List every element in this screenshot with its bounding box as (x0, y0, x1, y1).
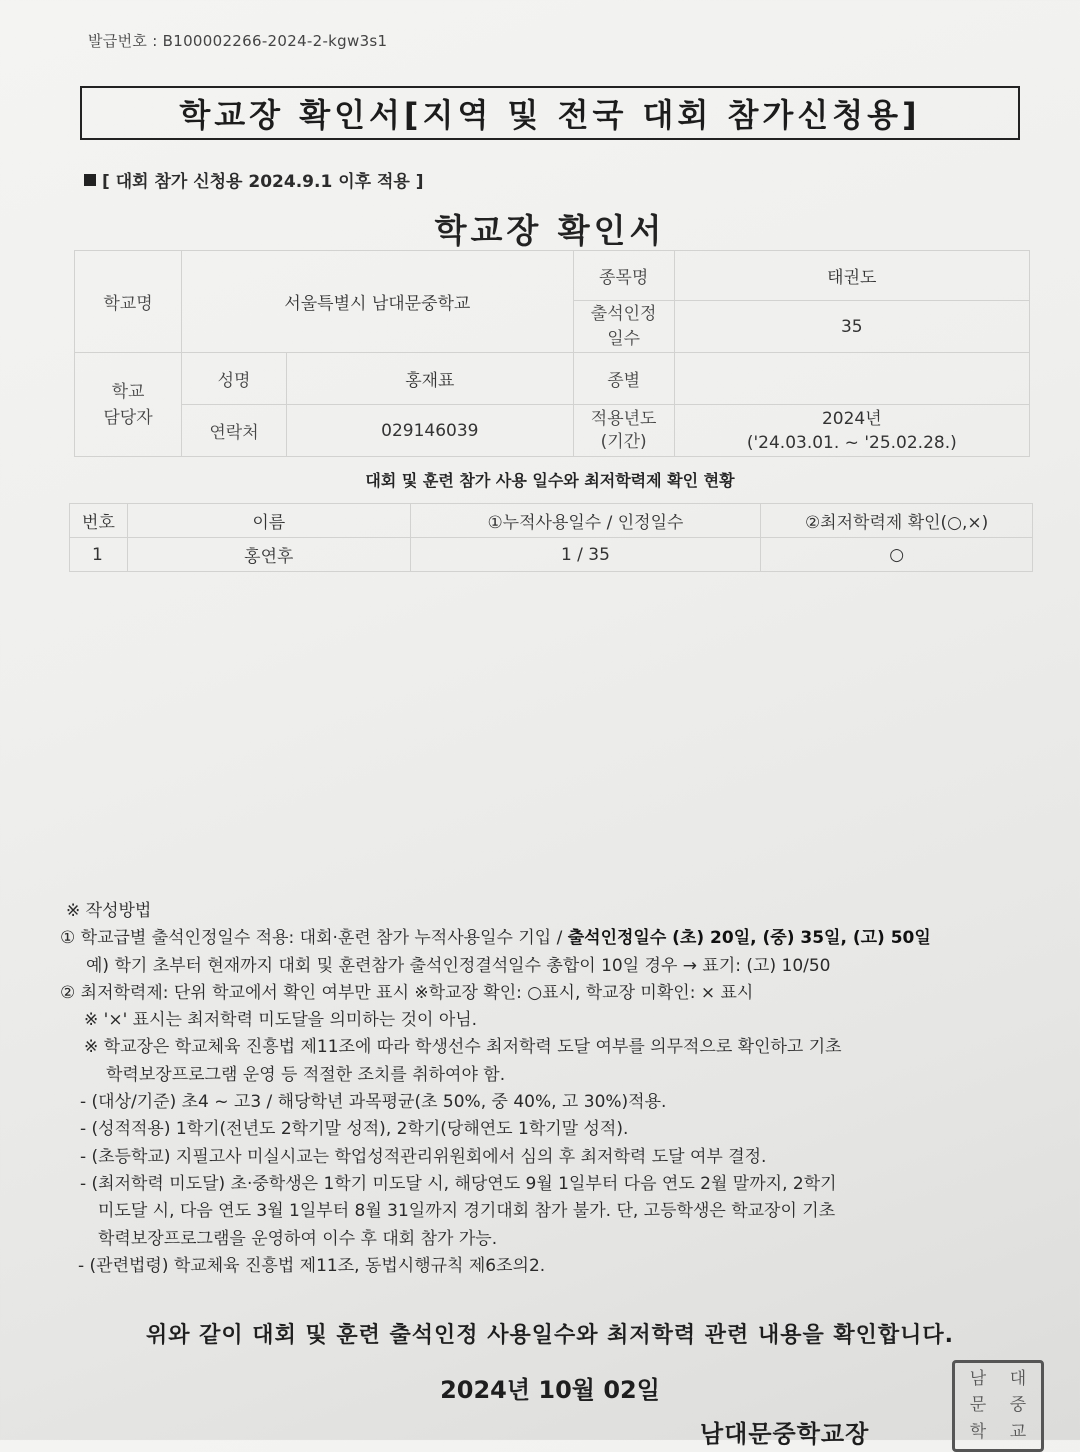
row-no: 1 (70, 538, 128, 572)
status-table (69, 503, 1033, 572)
instructions (60, 898, 1060, 1280)
row-name: 홍연후 (127, 538, 410, 572)
subtitle-text: [ 대회 참가 신청용 2024.9.1 이후 적용 ] (102, 172, 424, 192)
note-line-10: - (최저학력 미도달) 초·중학생은 1학기 미도달 시, 해당연도 9월 1일부터 다음 연도 2월 말까지, 2학기 (80, 1173, 837, 1194)
year-label-line2: (기간) (600, 431, 647, 452)
contact-label: 연락처 (182, 405, 287, 457)
category-value (674, 353, 1029, 405)
year-label (573, 405, 674, 457)
note-line-6: 학력보장프로그램 운영 등 적절한 조치를 취하여야 함. (106, 1064, 506, 1085)
note-line-2: 예) 학기 초부터 현재까지 대회 및 훈련참가 출석인정결석일수 총합이 10일 경우 → 표기: (고) 10/50 (86, 955, 831, 976)
note-line-1a: ① 학교급별 출석인정일수 적용: 대회·훈련 참가 누적사용일수 기입 / (60, 928, 568, 949)
note-line-8: - (성적적용) 1학기(전년도 2학기말 성적), 2학기(당해연도 1학기말 성적). (80, 1119, 629, 1140)
days-value: 35 (674, 301, 1029, 353)
note-line-5: ※ 학교장은 학교체육 진흥법 제11조에 따라 학생선수 최저학력 도달 여부를 의무적으로 확인하고 기초 (84, 1037, 842, 1058)
manager-label-line1: 학교 (111, 381, 145, 402)
name-label: 성명 (182, 353, 287, 405)
manager-label (75, 353, 182, 457)
header-days: ①누적사용일수 / 인정일수 (410, 504, 761, 538)
school-label: 학교명 (75, 251, 182, 353)
status-heading: 대회 및 훈련 참가 사용 일수와 최저학력제 확인 현황 (365, 471, 735, 490)
seal-char: 대 (1009, 1368, 1027, 1389)
square-bullet-icon (84, 174, 96, 186)
note-line-11: 미도달 시, 다음 연도 3월 1일부터 8월 31일까지 경기대회 참가 불가. 단, 고등학생은 학교장이 기초 (98, 1201, 836, 1222)
school-seal-stamp (952, 1360, 1044, 1452)
header-name: 이름 (127, 504, 410, 538)
note-line-1 (60, 925, 1060, 952)
category-label: 종별 (573, 353, 674, 405)
note-line-4: ※ '×' 표시는 최저학력 미도달을 의미하는 것이 아님. (84, 1010, 478, 1031)
issue-date: 2024년 10월 02일 (440, 1376, 660, 1404)
school-value: 서울특별시 남대문중학교 (182, 251, 574, 353)
year-value (674, 405, 1029, 457)
issue-number: 발급번호 : B100002266-2024-2-kgw3s1 (88, 32, 388, 50)
note-line-12: 학력보장프로그램을 운영하여 이수 후 대회 참가 가능. (98, 1228, 498, 1249)
row-check: ○ (761, 538, 1033, 572)
year-value-line1: 2024년 (821, 408, 882, 429)
name-value: 홍재표 (286, 353, 573, 405)
days-label-line1: 출석인정 (590, 303, 657, 324)
year-value-line2: ('24.03.01. ~ '25.02.28.) (746, 432, 957, 453)
note-line-13: - (관련법령) 학교체육 진흥법 제11조, 동법시행규칙 제6조의2. (78, 1255, 546, 1276)
subtitle (84, 167, 424, 192)
note-line-9: - (초등학교) 지필고사 미실시교는 학업성적관리위원회에서 심의 후 최저학력 도달 여부 결정. (80, 1146, 767, 1167)
principal-name: 남대문중학교장 (700, 1420, 870, 1448)
contact-value: 029146039 (286, 405, 573, 457)
header-check: ②최저학력제 확인(○,×) (761, 504, 1033, 538)
notes-heading: ※ 작성방법 (66, 901, 152, 921)
seal-char: 중 (1009, 1395, 1027, 1416)
note-line-7: - (대상/기준) 초4 ~ 고3 / 해당학년 과목평균(초 50%, 중 40%, 고 30%)적용. (80, 1092, 667, 1113)
days-label-line2: 일수 (607, 328, 641, 349)
sport-value: 태권도 (674, 251, 1029, 301)
header-title: 학교장 확인서[지역 및 전국 대회 참가신청용] (80, 86, 1020, 140)
seal-char: 문 (969, 1395, 987, 1416)
sport-label: 종목명 (573, 251, 674, 301)
table-row (70, 538, 1033, 572)
manager-label-line2: 담당자 (103, 407, 153, 428)
document-title: 학교장 확인서 (434, 211, 666, 250)
seal-char: 남 (969, 1368, 987, 1389)
year-label-line1: 적용년도 (590, 408, 657, 429)
status-header-row (70, 504, 1033, 538)
seal-char: 학 (969, 1422, 987, 1443)
confirmation-text: 위와 같이 대회 및 훈련 출석인정 사용일수와 최저학력 관련 내용을 확인합니다. (145, 1323, 954, 1348)
header-no: 번호 (70, 504, 128, 538)
seal-char: 교 (1009, 1422, 1027, 1443)
row-days: 1 / 35 (410, 538, 761, 572)
note-line-3: ② 최저학력제: 단위 학교에서 확인 여부만 표시 ※학교장 확인: ○표시, 학교장 미확인: × 표시 (60, 982, 754, 1003)
info-table (74, 250, 1030, 457)
days-label (573, 301, 674, 353)
note-line-1b: 출석인정일수 (초) 20일, (중) 35일, (고) 50일 (567, 928, 931, 949)
